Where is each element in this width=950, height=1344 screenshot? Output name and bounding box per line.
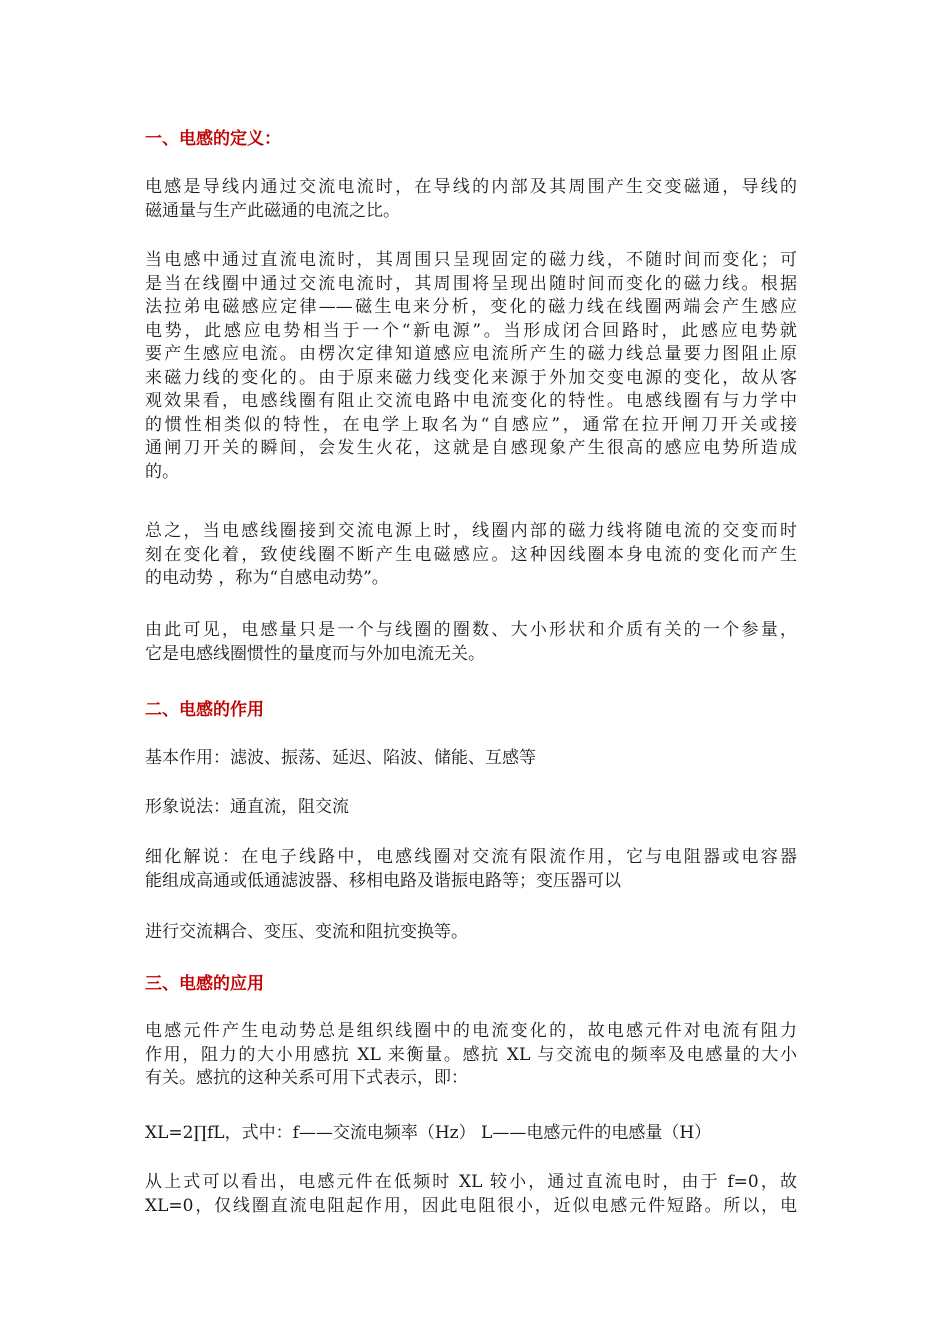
text-line: 基本作用：滤波、振荡、延迟、陷波、储能、互感等 xyxy=(145,748,536,768)
paragraph-function-3 xyxy=(145,846,797,893)
text-line: 观效果看，电感线圈有阻止交流电路中电流变化的特性。电感线圈有与力学中 xyxy=(145,391,797,411)
text-line: 的电动势 ，称为“自感电动势”。 xyxy=(145,568,389,588)
paragraph-definition-1 xyxy=(145,176,797,223)
text-line: 进行交流耦合、变压、变流和阻抗变换等。 xyxy=(145,922,468,942)
paragraph-function-4 xyxy=(145,921,797,945)
paragraph-definition-4 xyxy=(145,619,797,666)
paragraph-function-1 xyxy=(145,747,797,771)
text-line: 由此可见，电感量只是一个与线圈的圈数、大小形状和介质有关的一个参量， xyxy=(145,620,797,640)
text-line: 要产生感应电流。由楞次定律知道感应电流所产生的磁力线总量要力图阻止原 xyxy=(145,344,797,364)
text-line: 电感元件产生电动势总是组织线圈中的电流变化的，故电感元件对电流有阻力 xyxy=(145,1021,797,1041)
text-line: 总之，当电感线圈接到交流电源上时，线圈内部的磁力线将随电流的交变而时 xyxy=(145,521,797,541)
text-line: 它是电感线圈惯性的量度而与外加电流无关。 xyxy=(145,643,485,664)
text-line: 来磁力线的变化的。由于原来磁力线变化来源于外加交变电源的变化，故从客 xyxy=(145,367,797,388)
paragraph-application-1 xyxy=(145,1020,797,1091)
section-heading-application: 三、电感的应用 xyxy=(145,974,264,994)
text-line: 形象说法：通直流，阻交流 xyxy=(145,797,349,817)
section-heading-definition: 一、电感的定义： xyxy=(145,129,281,149)
paragraph-function-2 xyxy=(145,796,797,820)
paragraph-application-2 xyxy=(145,1171,797,1218)
text-line: 作用，阻力的大小用感抗 XL 来衡量。感抗 XL 与交流电的频率及电感量的大小 xyxy=(145,1044,797,1065)
text-line: 的。 xyxy=(145,461,179,482)
text-line: 能组成高通或低通滤波器、移相电路及谐振电路等；变压器可以 xyxy=(145,870,621,891)
text-line: 从上式可以看出，电感元件在低频时 XL 较小，通过直流电时，由于 f=0，故 xyxy=(145,1172,797,1192)
text-line: XL=0，仅线圈直流电阻起作用，因此电阻很小，近似电感元件短路。所以，电 xyxy=(145,1195,797,1216)
text-line: XL=2∏fL，式中：f——交流电频率（Hz） L——电感元件的电感量（H） xyxy=(145,1123,712,1143)
text-line: 法拉弟电磁感应定律——磁生电来分析，变化的磁力线在线圈两端会产生感应 xyxy=(145,297,797,317)
paragraph-definition-2 xyxy=(145,249,797,484)
text-line: 的惯性相类似的特性，在电学上取名为“自感应”，通常在拉开闸刀开关或接 xyxy=(145,414,797,435)
text-line: 有关。感抗的这种关系可用下式表示，即： xyxy=(145,1068,468,1088)
text-line: 是当在线圈中通过交流电流时，其周围将呈现出随时间而变化的磁力线。根据 xyxy=(145,273,797,294)
paragraph-definition-3 xyxy=(145,520,797,591)
text-line: 电感是导线内通过交流电流时，在导线的内部及其周围产生交变磁通，导线的 xyxy=(145,177,797,197)
paragraph-formula xyxy=(145,1122,797,1146)
text-line: 刻在变化着，致使线圈不断产生电磁感应。这种因线圈本身电流的变化而产生 xyxy=(145,544,797,565)
text-line: 当电感中通过直流电流时，其周围只呈现固定的磁力线，不随时间而变化；可 xyxy=(145,250,797,270)
text-line: 细化解说：在电子线路中，电感线圈对交流有限流作用，它与电阻器或电容器 xyxy=(145,847,797,867)
text-line: 通闸刀开关的瞬间，会发生火花，这就是自感现象产生很高的感应电势所造成 xyxy=(145,438,797,458)
text-line: 电势，此感应电势相当于一个“新电源”。当形成闭合回路时，此感应电势就 xyxy=(145,320,797,341)
section-heading-function: 二、电感的作用 xyxy=(145,700,264,720)
text-line: 磁通量与生产此磁通的电流之比。 xyxy=(145,200,400,221)
